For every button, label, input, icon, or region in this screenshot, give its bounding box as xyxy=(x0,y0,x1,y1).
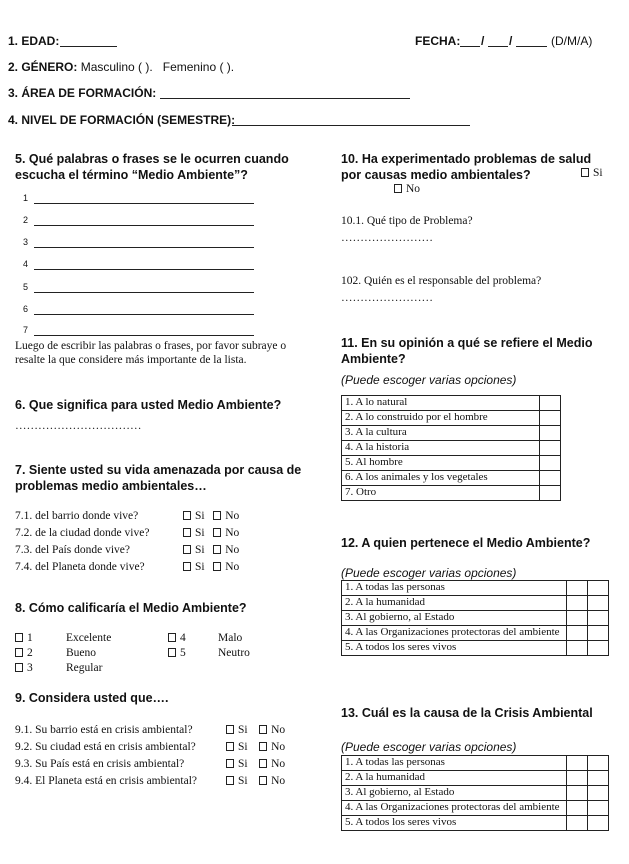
q5-line-7[interactable] xyxy=(34,335,254,336)
q8-col2-labels xyxy=(218,631,250,661)
q5-title: 5. Qué palabras o frases se le ocurren cuando escucha el término “Medio Ambiente”? xyxy=(15,152,289,182)
q13-title: 13. Cuál es la causa de la Crisis Ambiental xyxy=(341,706,593,720)
q8-col2: 4 5 xyxy=(168,631,186,661)
q12-option-3-cell-b[interactable] xyxy=(588,611,609,626)
fecha-month-field[interactable] xyxy=(488,46,508,47)
table-row xyxy=(342,626,609,641)
q8-opt-3-label: Regular xyxy=(66,662,103,674)
q13-option-2-cell-b[interactable] xyxy=(588,771,609,786)
q12-option-1-cell[interactable] xyxy=(567,581,588,596)
q8-opt-5-checkbox[interactable] xyxy=(168,648,176,657)
q9-item-3: 9.3. Su País está en crisis ambiental? xyxy=(15,758,185,770)
table-row xyxy=(342,411,561,426)
q8-opt-2-label: Bueno xyxy=(66,647,97,659)
genero-row xyxy=(8,60,234,74)
q5-note: Luego de escribir las palabras o frases, por favor subraye o resalte la que considere más importante de la lista. xyxy=(15,340,287,366)
fecha-slash-1: / xyxy=(481,34,485,48)
q8-col1: 1 2 3 xyxy=(15,631,33,676)
q11-hint: (Puede escoger varias opciones) xyxy=(341,373,517,387)
q8-col1-labels xyxy=(66,631,111,676)
q12-option-5-cell[interactable] xyxy=(567,641,588,656)
area-label: 3. ÁREA DE FORMACIÓN: xyxy=(8,86,157,100)
edad-label: 1. EDAD: xyxy=(8,34,60,48)
table-row xyxy=(342,771,609,786)
q11-option-7-cell[interactable] xyxy=(540,486,561,501)
q7-item-1: 7.1. del barrio donde vive? xyxy=(15,510,139,522)
q7-4-si-checkbox[interactable] xyxy=(183,562,191,571)
q12-options-table xyxy=(341,580,609,656)
q11-option-3-cell[interactable] xyxy=(540,426,561,441)
q9-3-no-checkbox[interactable] xyxy=(259,759,267,768)
q12-option-label: 2. A la humanidad xyxy=(342,596,567,611)
q5-line-4[interactable] xyxy=(34,269,254,270)
q11-option-6-cell[interactable] xyxy=(540,471,561,486)
table-row xyxy=(342,471,561,486)
fecha-label: FECHA: xyxy=(415,34,461,48)
q11-option-label: 3. A la cultura xyxy=(342,426,540,441)
q11-option-label: 6. A los animales y los vegetales xyxy=(342,471,540,486)
table-row xyxy=(342,426,561,441)
q7-item-2: 7.2. de la ciudad donde vive? xyxy=(15,527,150,539)
q8-opt-4-checkbox[interactable] xyxy=(168,633,176,642)
q5-num-3: 3 xyxy=(23,237,29,247)
genero-femenino[interactable]: Femenino ( ). xyxy=(162,60,235,74)
genero-masculino[interactable]: Masculino ( ). xyxy=(80,60,153,74)
q7-answers: Si No Si No Si No Si No xyxy=(183,508,239,576)
q5-num-4: 4 xyxy=(23,259,29,269)
q12-option-label: 5. A todos los seres vivos xyxy=(342,641,567,656)
table-row xyxy=(342,641,609,656)
q9-3-si-checkbox[interactable] xyxy=(226,759,234,768)
q13-option-label: 2. A la humanidad xyxy=(342,771,567,786)
q10-title: 10. Ha experimentado problemas de salud por causas medio ambientales? xyxy=(341,152,592,182)
q8-opt-1-checkbox[interactable] xyxy=(15,633,23,642)
q11-options-table xyxy=(341,395,561,501)
q13-option-5-cell[interactable] xyxy=(567,816,588,831)
q12-option-2-cell-b[interactable] xyxy=(588,596,609,611)
q8-opt-4-label: Malo xyxy=(218,632,243,644)
q13-option-2-cell[interactable] xyxy=(567,771,588,786)
table-row xyxy=(342,596,609,611)
q13-options-table xyxy=(341,755,609,831)
q9-item-2: 9.2. Su ciudad está en crisis ambiental? xyxy=(15,741,196,753)
q12-option-4-cell[interactable] xyxy=(567,626,588,641)
q13-option-4-cell[interactable] xyxy=(567,801,588,816)
q7-item-4: 7.4. del Planeta donde vive? xyxy=(15,561,145,573)
q7-3-si-checkbox[interactable] xyxy=(183,545,191,554)
table-row xyxy=(342,816,609,831)
q9-4-si-checkbox[interactable] xyxy=(226,776,234,785)
q11-option-label: 4. A la historia xyxy=(342,441,540,456)
table-row xyxy=(342,396,561,411)
q12-option-1-cell-b[interactable] xyxy=(588,581,609,596)
q13-option-3-cell[interactable] xyxy=(567,786,588,801)
q7-title: 7. Siente usted su vida amenazada por causa de problemas medio ambientales… xyxy=(15,463,302,493)
q9-1-si-checkbox[interactable] xyxy=(226,725,234,734)
q13-option-3-cell-b[interactable] xyxy=(588,786,609,801)
q7-1-si-checkbox[interactable] xyxy=(183,511,191,520)
fecha-year-field[interactable] xyxy=(516,46,547,47)
fecha-day-field[interactable] xyxy=(460,46,480,47)
q5-line-6[interactable] xyxy=(34,314,254,315)
q5-num-6: 6 xyxy=(23,304,29,314)
genero-label: 2. GÉNERO: xyxy=(8,60,78,74)
q12-option-4-cell-b[interactable] xyxy=(588,626,609,641)
table-row xyxy=(342,486,561,501)
q9-title: 9. Considera usted que…. xyxy=(15,691,169,705)
table-row xyxy=(342,756,609,771)
q12-option-2-cell[interactable] xyxy=(567,596,588,611)
q7-2-si-checkbox[interactable] xyxy=(183,528,191,537)
q10-sub2: 102. Quién es el responsable del problema? xyxy=(341,275,542,287)
q5-num-5: 5 xyxy=(23,282,29,292)
q8-opt-3-checkbox[interactable] xyxy=(15,663,23,672)
q10-no-checkbox[interactable] xyxy=(394,184,402,193)
q13-option-4-cell-b[interactable] xyxy=(588,801,609,816)
q11-option-label: 1. A lo natural xyxy=(342,396,540,411)
fecha-format: (D/M/A) xyxy=(551,34,593,48)
q11-option-5-cell[interactable] xyxy=(540,456,561,471)
q13-option-label: 5. A todos los seres vivos xyxy=(342,816,567,831)
q10-si: Si xyxy=(581,167,603,179)
q11-title: 11. En su opinión a qué se refiere el Medio Ambiente? xyxy=(341,336,593,366)
q8-opt-5-label: Neutro xyxy=(218,647,250,659)
q8-opt-2-checkbox[interactable] xyxy=(15,648,23,657)
q5-num-7: 7 xyxy=(23,325,29,335)
q13-option-5-cell-b[interactable] xyxy=(588,816,609,831)
table-row xyxy=(342,611,609,626)
q6-answer-dots[interactable]: …………………………… xyxy=(15,420,142,432)
q13-option-1-cell-b[interactable] xyxy=(588,756,609,771)
q11-option-4-cell[interactable] xyxy=(540,441,561,456)
q9-item-1: 9.1. Su barrio está en crisis ambiental? xyxy=(15,724,193,736)
q10-si-checkbox[interactable] xyxy=(581,168,589,177)
q13-option-1-cell[interactable] xyxy=(567,756,588,771)
q10-no: No xyxy=(394,183,420,195)
table-row xyxy=(342,441,561,456)
q7-2-no-checkbox[interactable] xyxy=(213,528,221,537)
q5-line-5[interactable] xyxy=(34,292,254,293)
q10-sub1-answer[interactable]: …………………… xyxy=(341,232,433,244)
q13-option-label: 1. A todas las personas xyxy=(342,756,567,771)
q12-option-label: 1. A todas las personas xyxy=(342,581,567,596)
q12-option-3-cell[interactable] xyxy=(567,611,588,626)
q5-num-1: 1 xyxy=(23,193,29,203)
q12-title: 12. A quien pertenece el Medio Ambiente? xyxy=(341,536,591,550)
q8-title: 8. Cómo calificaría el Medio Ambiente? xyxy=(15,601,247,615)
table-row xyxy=(342,786,609,801)
nivel-label: 4. NIVEL DE FORMACIÓN (SEMESTRE): xyxy=(8,113,236,127)
q7-items xyxy=(15,508,149,576)
q7-1-no-checkbox[interactable] xyxy=(213,511,221,520)
q10-sub1: 10.1. Qué tipo de Problema? xyxy=(341,215,473,227)
q9-2-no-checkbox[interactable] xyxy=(259,742,267,751)
q5-line-3[interactable] xyxy=(34,247,254,248)
q7-item-3: 7.3. del País donde vive? xyxy=(15,544,130,556)
q12-option-label: 4. A las Organizaciones protectoras del ambiente xyxy=(342,626,567,641)
q11-option-2-cell[interactable] xyxy=(540,411,561,426)
table-row xyxy=(342,801,609,816)
q7-3-no-checkbox[interactable] xyxy=(213,545,221,554)
q9-1-no-checkbox[interactable] xyxy=(259,725,267,734)
table-row xyxy=(342,581,609,596)
q13-option-label: 3. Al gobierno, al Estado xyxy=(342,786,567,801)
edad-field[interactable] xyxy=(60,46,117,47)
q9-2-si-checkbox[interactable] xyxy=(226,742,234,751)
q7-4-no-checkbox[interactable] xyxy=(213,562,221,571)
q10-sub2-answer[interactable]: …………………… xyxy=(341,292,433,304)
q12-hint: (Puede escoger varias opciones) xyxy=(341,566,517,580)
q9-items xyxy=(15,722,197,790)
q9-answers: Si No Si No Si No Si No xyxy=(226,722,285,790)
q11-option-1-cell[interactable] xyxy=(540,396,561,411)
q5-line-2[interactable] xyxy=(34,225,254,226)
q13-option-label: 4. A las Organizaciones protectoras del ambiente xyxy=(342,801,567,816)
fecha-slash-2: / xyxy=(509,34,513,48)
q12-option-5-cell-b[interactable] xyxy=(588,641,609,656)
q12-option-label: 3. Al gobierno, al Estado xyxy=(342,611,567,626)
q5-num-2: 2 xyxy=(23,215,29,225)
q13-hint: (Puede escoger varias opciones) xyxy=(341,740,517,754)
q11-option-label: 2. A lo construido por el hombre xyxy=(342,411,540,426)
q6-title: 6. Que significa para usted Medio Ambiente? xyxy=(15,398,282,412)
q11-option-label: 7. Otro xyxy=(342,486,540,501)
q8-opt-1-label: Excelente xyxy=(66,632,112,644)
q11-option-label: 5. Al hombre xyxy=(342,456,540,471)
q9-4-no-checkbox[interactable] xyxy=(259,776,267,785)
q9-item-4: 9.4. El Planeta está en crisis ambiental? xyxy=(15,775,198,787)
area-field[interactable] xyxy=(160,98,410,99)
q5-line-1[interactable] xyxy=(34,203,254,204)
nivel-field[interactable] xyxy=(232,125,470,126)
table-row xyxy=(342,456,561,471)
